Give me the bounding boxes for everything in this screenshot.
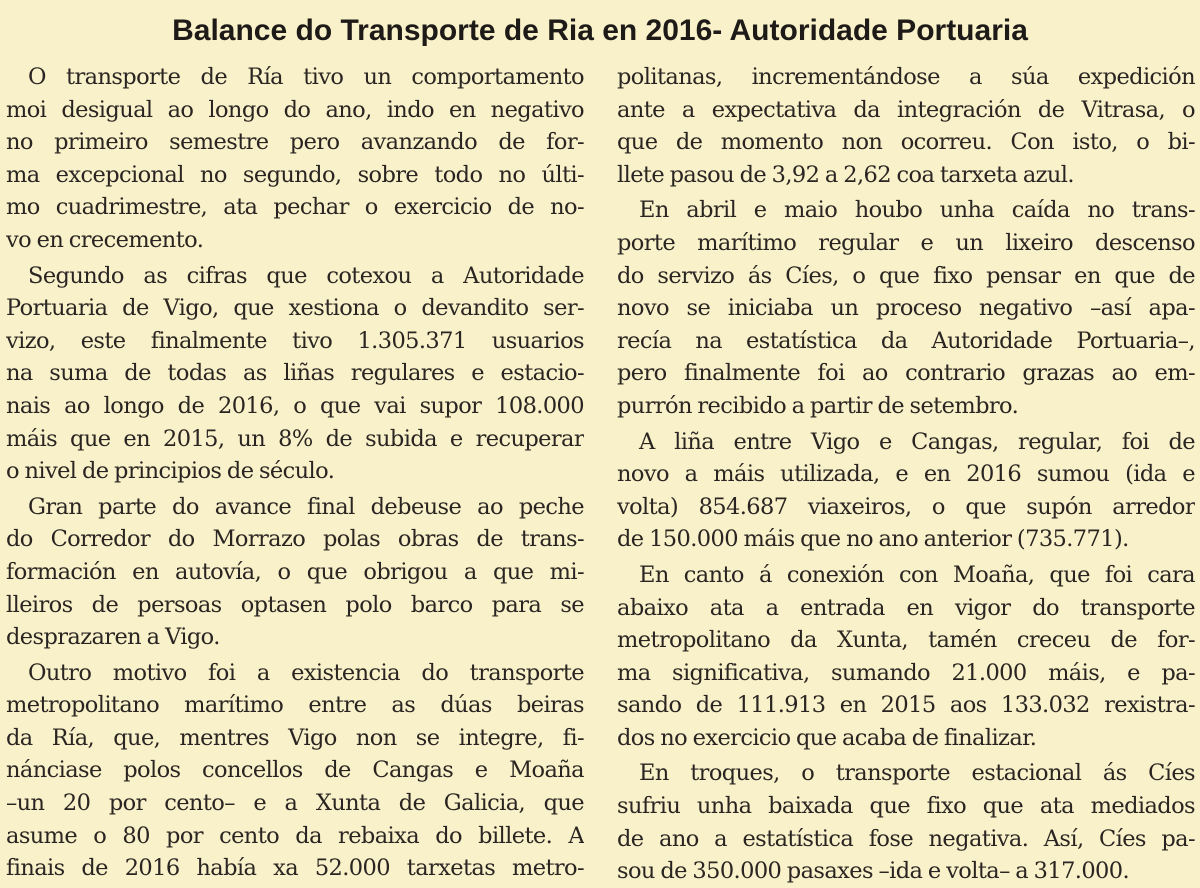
text-line: sufriu unha baixada que fixo que ata mediados	[617, 793, 1195, 820]
text-line: sando de 111.913 en 2015 aos 133.032 rexistra-	[617, 692, 1195, 719]
text-line: novo se iniciaba un proceso negativo –así apa-	[617, 295, 1195, 322]
text-line: metropolitano da Xunta, tamén creceu de for-	[617, 627, 1195, 654]
article-column-left	[6, 61, 584, 885]
text-line: Segundo as cifras que cotexou a Autoridade	[28, 262, 584, 289]
text-line: Portuaria de Vigo, que xestiona o devandito ser-	[6, 295, 584, 322]
text-line: vo en crecemento.	[6, 226, 204, 253]
text-line: de ano a estatística fose negativa. Así, Cíes pa-	[617, 825, 1195, 852]
text-line: Outro motivo foi a existencia do transporte	[28, 659, 584, 686]
article-title: Balance do Transporte de Ria en 2016- Autoridade Portuaria	[172, 14, 1028, 47]
text-line: mo cuadrimestre, ata pechar o exercicio de no-	[6, 194, 584, 221]
text-line: o nivel de principios de século.	[6, 458, 335, 485]
text-line: abaixo ata a entrada en vigor do transporte	[617, 594, 1195, 621]
text-line: moi desigual ao longo do ano, indo en negativo	[6, 96, 584, 123]
text-line: pero finalmente foi ao contrario grazas ao em-	[617, 360, 1195, 387]
text-line: vizo, este finalmente tivo 1.305.371 usuarios	[6, 327, 584, 354]
text-line: formación en autovía, o que obrigou a que mi-	[6, 558, 584, 585]
text-line: lleiros de persoas optasen polo barco para se	[6, 591, 584, 618]
text-line: máis que en 2015, un 8% de subida e recuperar	[6, 425, 584, 452]
text-line: nánciase polos concellos de Cangas e Moaña	[6, 757, 584, 784]
text-line: recía na estatística da Autoridade Portuaria–,	[617, 327, 1195, 354]
text-line: dos no exercicio que acaba de finalizar.	[617, 724, 1037, 751]
text-line: finais de 2016 había xa 52.000 tarxetas metro-	[6, 855, 584, 882]
text-line: na suma de todas as liñas regulares e estacio-	[6, 360, 584, 387]
text-line: politanas, incrementándose a súa expedición	[617, 64, 1195, 90]
text-line: En troques, o transporte estacional ás Cíes	[639, 760, 1195, 787]
text-line: En abril e maio houbo unha caída no trans-	[639, 197, 1195, 224]
text-line: volta) 854.687 viaxeiros, o que supón arredor	[617, 493, 1195, 520]
text-line: O transporte de Ría tivo un comportamento	[28, 64, 584, 90]
text-line: asume o 80 por cento da rebaixa do billete. A	[6, 822, 584, 849]
text-line: purrón recibido a partir de setembro.	[617, 392, 1019, 419]
text-line: Gran parte do avance final debeuse ao peche	[28, 493, 584, 520]
text-line: no primeiro semestre pero avanzando de for-	[6, 129, 584, 156]
text-line: ante a expectativa da integración de Vitrasa, o	[617, 96, 1195, 123]
text-line: nais ao longo de 2016, o que vai supor 108.000	[6, 392, 584, 419]
text-line: do servizo ás Cíes, o que fixo pensar en que de	[617, 262, 1195, 289]
text-line: que de momento non ocorreu. Con isto, o bi-	[617, 129, 1195, 156]
text-line: llete pasou de 3,92 a 2,62 coa tarxeta azul.	[617, 161, 1074, 188]
text-line: da Ría, que, mentres Vigo non se integre, fi-	[6, 724, 584, 751]
text-line: –un 20 por cento– e a Xunta de Galicia, que	[6, 790, 584, 817]
text-line: de 150.000 máis que no ano anterior (735.771).	[617, 526, 1129, 553]
text-line: ma significativa, sumando 21.000 máis, e pa-	[617, 659, 1195, 686]
text-line: metropolitano marítimo entre as dúas beiras	[6, 692, 584, 719]
text-line: A liña entre Vigo e Cangas, regular, foi de	[639, 428, 1195, 455]
text-line: En canto á conexión con Moaña, que foi cara	[639, 561, 1195, 588]
text-line: ma excepcional no segundo, sobre todo no últi-	[6, 161, 584, 188]
text-line: do Corredor do Morrazo polas obras de trans-	[6, 526, 584, 553]
article-column-right	[617, 61, 1195, 888]
text-line: desprazaren a Vigo.	[6, 624, 220, 651]
text-line: sou de 350.000 pasaxes –ida e volta– a 317.000.	[617, 858, 1130, 885]
text-line: novo a máis utilizada, e en 2016 sumou (ida e	[617, 461, 1195, 488]
text-line: porte marítimo regular e un lixeiro descenso	[617, 229, 1195, 256]
